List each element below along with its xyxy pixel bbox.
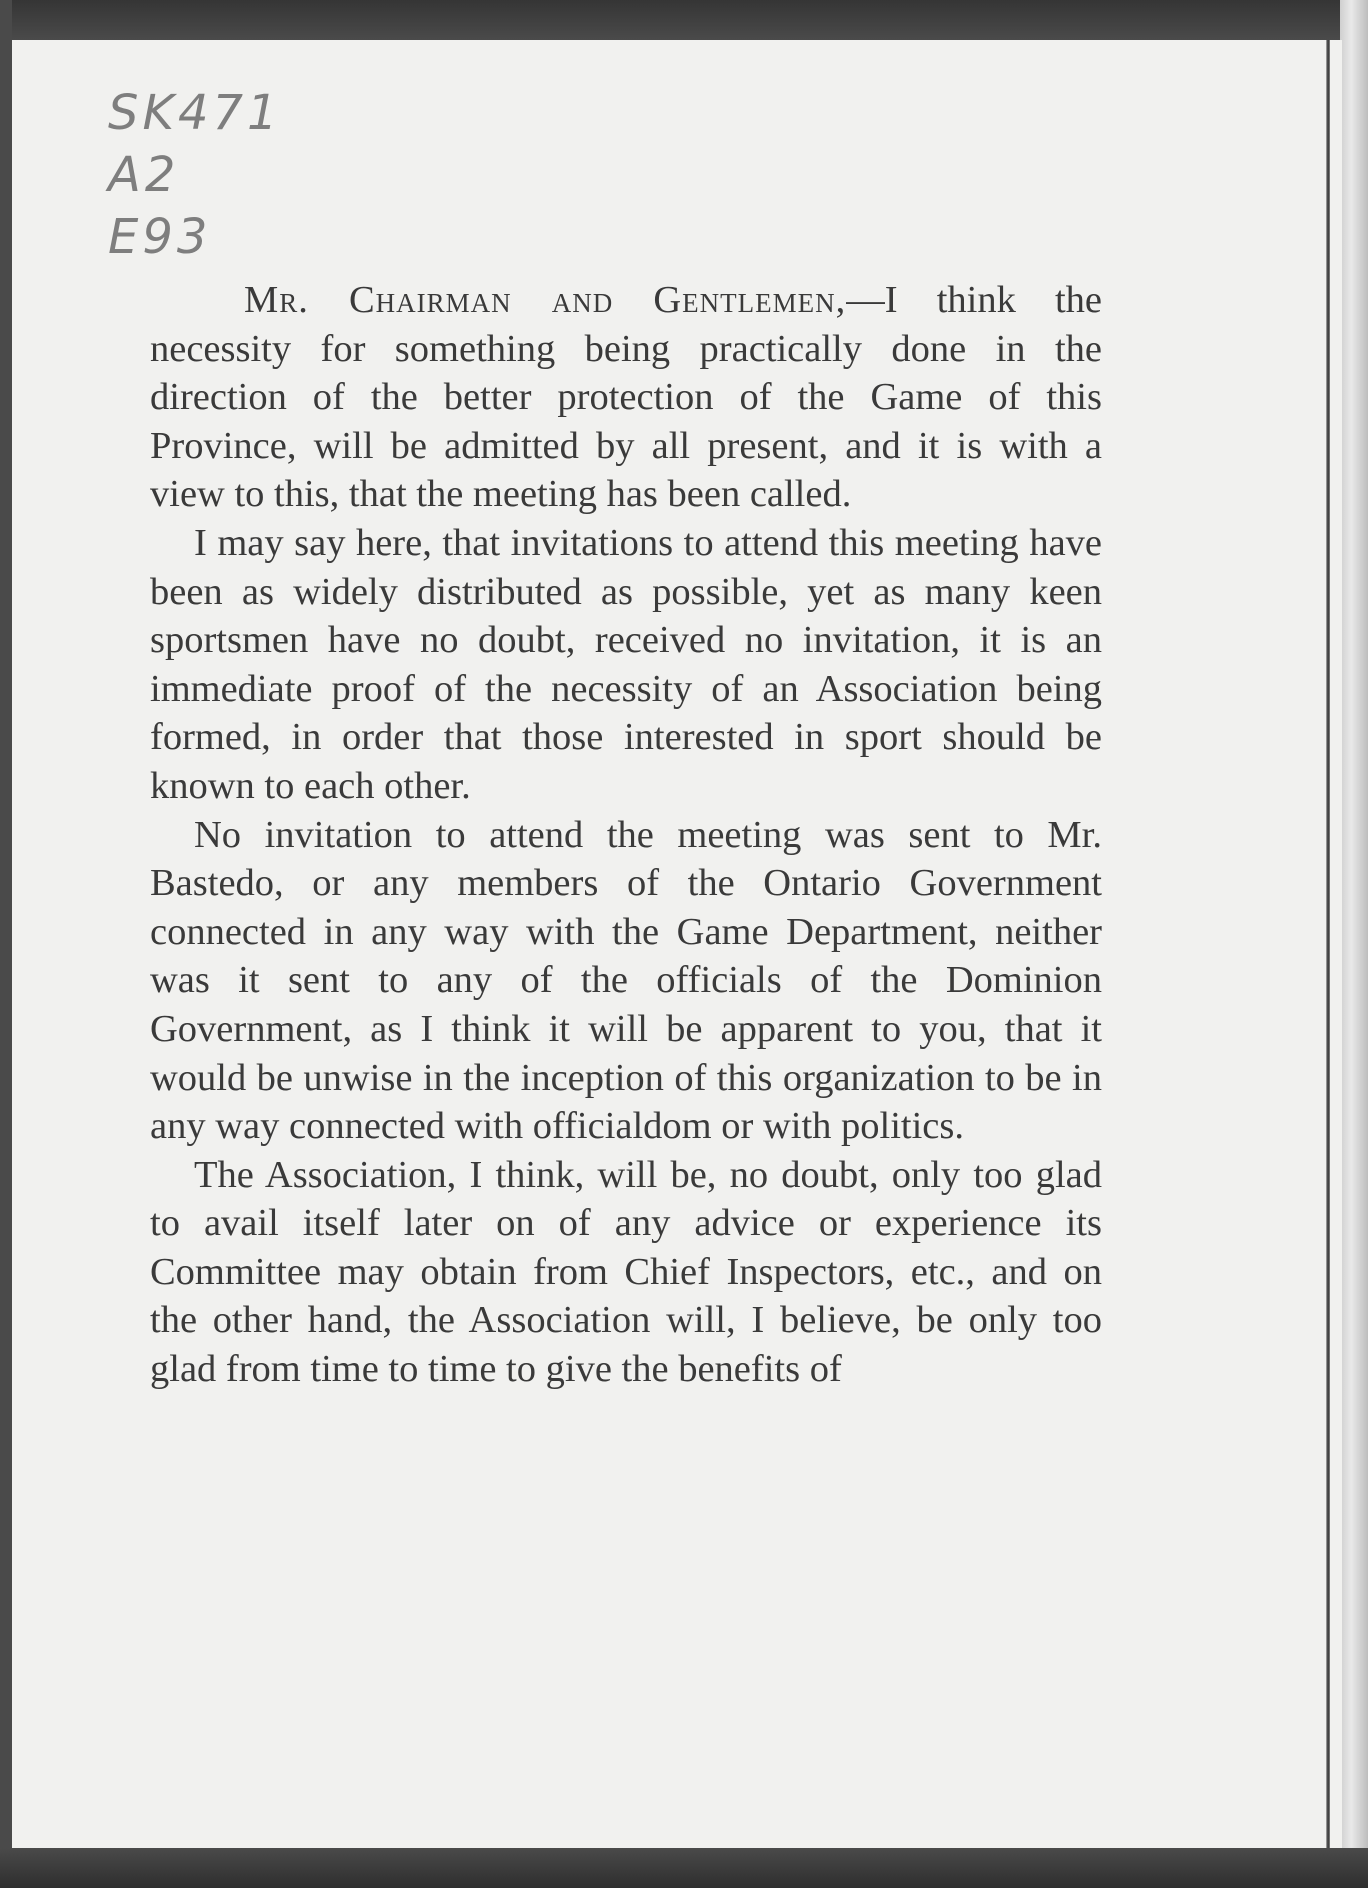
scan-border-top [0,0,1368,40]
body-text [150,276,1102,1394]
scan-border-left [0,0,12,1888]
paragraph-opening [150,276,1102,519]
salutation: Mr. Chairman and Gentlemen, [244,279,847,321]
opening-text: —I think the necessity for something being practically done in the direction of the better protection of the Game of this Province, will be admitted by all present, and it is with a view to this, that the meeting has been called. [150,279,1102,516]
paragraph: No invitation to attend the meeting was sent to Mr. Bastedo, or any members of the Ontario Government connected in any way with the Game Department, neither was it sent to any of the officials of the Dominion Government, as I think it will be apparent to you, that it would be unwise in the inception of this organization to be in any way connected with officialdom or with politics. [150,813,1102,1148]
call-number-line: A2 [108,147,180,203]
handwritten-call-number [108,82,282,268]
scan-border-bottom [0,1848,1368,1888]
scan-border-right [1340,0,1368,1888]
page-fold-line [1326,40,1330,1848]
paragraph: I may say here, that invitations to attend this meeting have been as widely distributed as possible, yet as many keen sportsmen have no doubt, received no invitation, it is an immediate proof of the necessity of an Association being formed, in order that those interested in sport should be known to each other. [150,521,1102,807]
paragraph: The Association, I think, will be, no doubt, only too glad to avail itself later on of any advice or experience its Committee may obtain from Chief Inspectors, etc., and on the other hand, the Association will, I believe, be only too glad from time to time to give the benefits of [150,1153,1102,1391]
call-number-line: E93 [108,209,212,265]
call-number-line: SK471 [108,85,282,141]
